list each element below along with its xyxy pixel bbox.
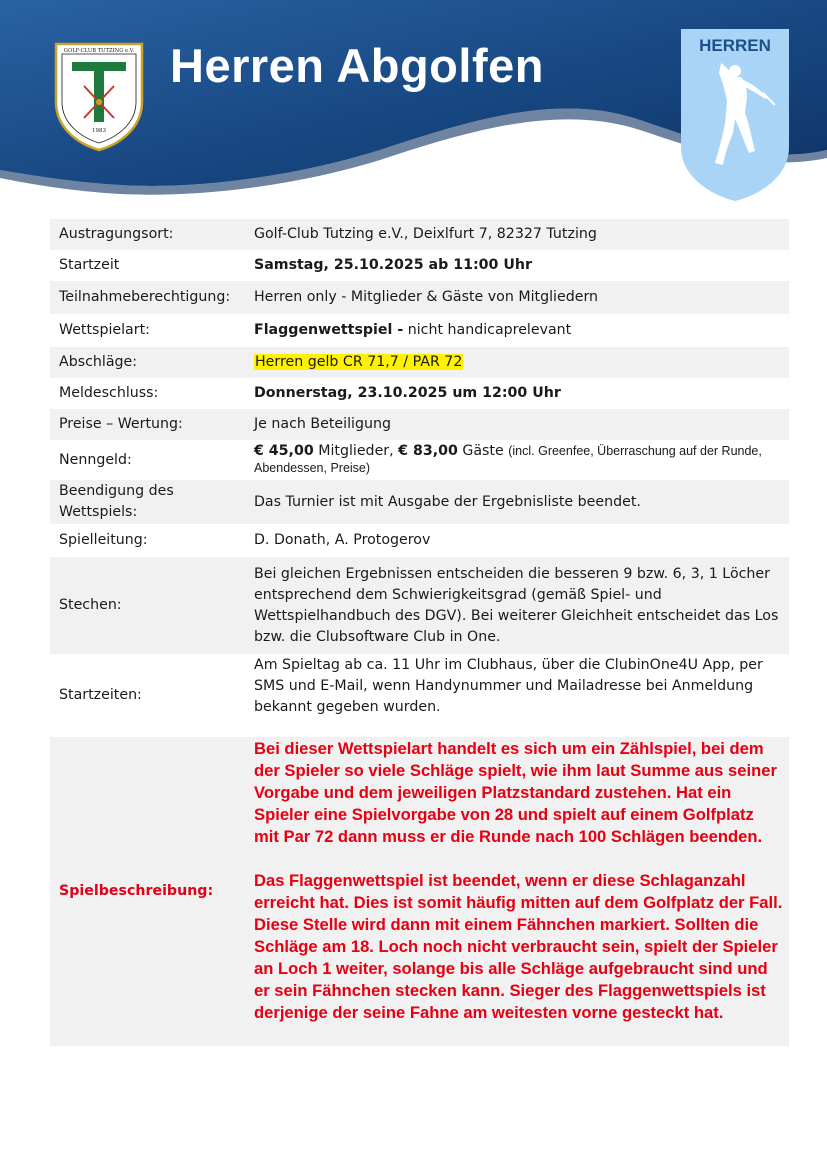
row-label: Spielleitung: bbox=[59, 532, 148, 548]
highlighted-tee-value: Herren gelb CR 71,7 / PAR 72 bbox=[255, 354, 463, 370]
row-label: Abschläge: bbox=[59, 354, 138, 370]
row-label: Austragungsort: bbox=[59, 226, 174, 242]
row-label: Startzeit bbox=[59, 257, 120, 273]
row-value: Das Turnier ist mit Ausgabe der Ergebnisliste beendet. bbox=[254, 493, 641, 510]
row-abschlaege bbox=[50, 347, 789, 378]
row-value: Herren only - Mitglieder & Gäste von Mitgliedern bbox=[254, 289, 599, 305]
row-startzeit bbox=[50, 250, 789, 281]
row-label: Nenngeld: bbox=[59, 451, 132, 468]
row-label: Stechen: bbox=[59, 597, 122, 613]
row-value: Samstag, 25.10.2025 ab 11:00 Uhr bbox=[254, 257, 532, 273]
row-startzeiten bbox=[50, 654, 789, 737]
row-meldeschluss bbox=[50, 378, 789, 409]
row-austragungsort bbox=[50, 219, 789, 250]
row-label: Spielbeschreibung: bbox=[59, 883, 214, 899]
game-description bbox=[254, 737, 789, 1024]
fee-guests-text: Gäste bbox=[457, 443, 509, 459]
row-label: Wettspielart: bbox=[59, 322, 150, 338]
tournament-info-table bbox=[50, 219, 789, 1046]
row-teilnahme bbox=[50, 281, 789, 314]
row-spielbeschreibung bbox=[50, 737, 789, 1046]
row-value: Am Spieltag ab ca. 11 Uhr im Clubhaus, über die ClubinOne4U App, per SMS und E-Mail, wenn Handynummer und Mailadresse bei Anmeldung bekannt gegeben wurden. bbox=[254, 657, 763, 715]
row-value: Bei gleichen Ergebnissen entscheiden die besseren 9 bzw. 6, 3, 1 Löcher entsprechend dem Schwierigkeitsgrad (gemäß Spiel- und Wettspielhandbuch des DGV). Bei weiterer Gleichheit entscheidet das Los bzw. die Clubsoftware Club in One. bbox=[254, 565, 779, 645]
badge-label: HERREN bbox=[699, 36, 771, 55]
row-label: Beendigung des Wettspiels: bbox=[59, 483, 174, 520]
row-value: Je nach Beteiligung bbox=[254, 416, 391, 432]
fee-note: (incl. Greenfee, Überraschung auf der Runde, Abendessen, Preise) bbox=[254, 444, 762, 475]
row-stechen bbox=[50, 557, 789, 654]
row-value: Donnerstag, 23.10.2025 um 12:00 Uhr bbox=[254, 385, 561, 401]
herren-golfer-badge bbox=[679, 27, 791, 203]
row-value bbox=[254, 443, 789, 477]
fee-members-text: Mitglieder, bbox=[313, 443, 399, 459]
description-paragraph: Das Flaggenwettspiel ist beendet, wenn er diese Schlaganzahl erreicht hat. Dies ist somit häufig mitten auf dem Golfplatz der Fall. Diese Stelle wird dann mit einem Fähnchen markiert. Sollten die Schläge am 18. Loch noch nicht verbraucht sein, spielt der Spieler an Loch 1 weiter, solange bis alle Schläge aufgebraucht sind und er sein Fähnchen stecken kann. Sieger des Flaggenwettspiels ist derjenige der seine Fahne am weitesten vorne gesteckt hat. bbox=[254, 871, 783, 1022]
crest-year: 1983 bbox=[92, 128, 106, 134]
crest-club-text: GOLF-CLUB TUTZING e.V. bbox=[63, 48, 135, 54]
fee-guests: € 83,00 bbox=[398, 443, 458, 459]
golf-club-crest-logo bbox=[52, 40, 146, 152]
row-value: Golf-Club Tutzing e.V., Deixlfurt 7, 82327 Tutzing bbox=[254, 226, 597, 242]
value-bold: Flaggenwettspiel - bbox=[254, 322, 404, 338]
fee-members: € 45,00 bbox=[254, 443, 314, 459]
row-label: Teilnahmeberechtigung: bbox=[59, 289, 231, 305]
row-preise bbox=[50, 409, 789, 440]
row-value bbox=[254, 352, 789, 373]
row-wettspielart bbox=[50, 314, 789, 347]
row-value bbox=[254, 320, 789, 341]
row-beendigung bbox=[50, 480, 789, 524]
description-paragraph: Bei dieser Wettspielart handelt es sich um ein Zählspiel, bei dem der Spieler so viele Schläge spielt, wie ihm laut Summe aus seiner Vorgabe und dem jeweiligen Platzstandard zustehen. Hat ein Spieler eine Spielvorgabe von 28 und spielt auf einem Golfplatz mit Par 72 dann muss er die Runde nach 100 Schlägen beenden. bbox=[254, 739, 777, 846]
value-rest: nicht handicaprelevant bbox=[403, 322, 572, 338]
row-spielleitung bbox=[50, 524, 789, 557]
page-title: Herren Abgolfen bbox=[170, 39, 544, 92]
row-value: D. Donath, A. Protogerov bbox=[254, 532, 431, 548]
row-label: Meldeschluss: bbox=[59, 385, 159, 401]
row-nenngeld bbox=[50, 440, 789, 480]
row-label: Preise – Wertung: bbox=[59, 416, 183, 432]
row-label: Startzeiten: bbox=[59, 687, 142, 703]
